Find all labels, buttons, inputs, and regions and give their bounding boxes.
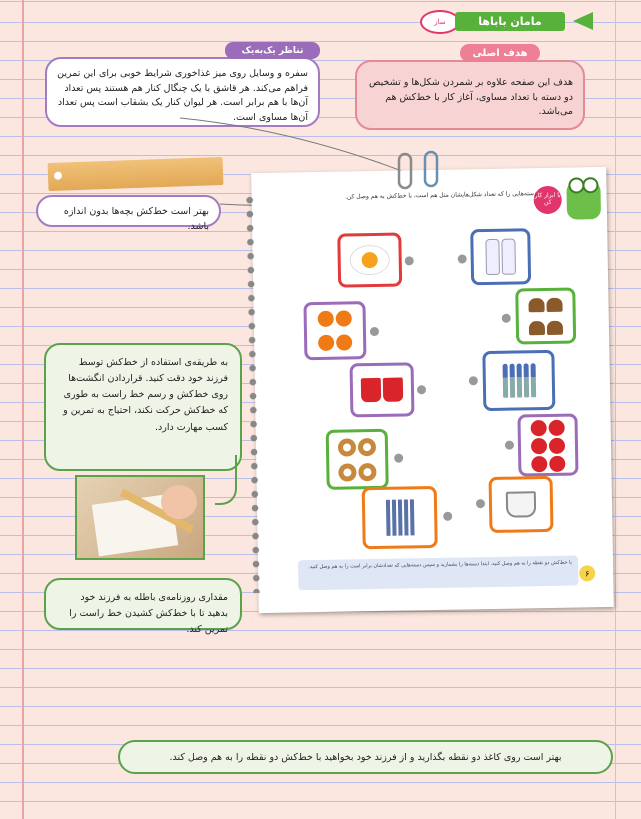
muffin-icon — [547, 320, 563, 334]
correspondence-title: تناظر یک‌به‌یک — [225, 42, 320, 59]
worksheet-footer: با خط‌کش دو نقطه را به هم وصل کنید. ابتدا دسته‌ها را بشمارید و سپس دسته‌هایی که تعدادشان برابر است را به هم وصل کنید. — [298, 555, 578, 590]
donut-icon — [358, 462, 376, 480]
paperclip-icon — [395, 150, 445, 195]
spoon-icon — [516, 363, 522, 397]
child-using-ruler-photo — [75, 475, 205, 560]
bottle-icon — [485, 239, 500, 275]
page-header — [420, 10, 595, 32]
tool-badge: با ابزار کار کن — [533, 186, 561, 214]
dot[interactable] — [370, 327, 379, 336]
cup-icon — [361, 378, 381, 402]
card-mug — [489, 476, 554, 533]
page-number: ۶ — [579, 565, 595, 581]
spiral-binding — [245, 193, 262, 593]
arrow-icon — [573, 12, 593, 30]
apple-icon — [531, 420, 547, 436]
card-forks — [362, 486, 438, 549]
spoon-icon — [530, 363, 536, 397]
orange-icon — [318, 335, 334, 351]
main-goal-box — [355, 60, 585, 130]
notebook-margin-line — [22, 0, 24, 819]
arrow-connector — [215, 455, 237, 505]
muffin-icon — [546, 297, 562, 311]
ruler-image — [48, 157, 224, 191]
practice-note — [44, 578, 242, 636]
orange-icon — [336, 334, 352, 350]
card-spoons — [482, 350, 555, 411]
dot[interactable] — [505, 441, 514, 450]
logo-text: ساز — [434, 18, 446, 26]
dot[interactable] — [458, 254, 467, 263]
bottle-icon — [501, 239, 516, 275]
technique-note — [44, 343, 242, 471]
dot[interactable] — [469, 376, 478, 385]
orange-icon — [336, 310, 352, 326]
apple-icon — [549, 456, 565, 472]
main-goal-title: هدف اصلی — [460, 44, 540, 62]
card-apples — [517, 413, 578, 476]
correspondence-box — [45, 57, 320, 127]
ruler-note-text: بهتر است خط‌کش بچه‌ها بدون اندازه باشد. — [63, 206, 209, 232]
egg-icon — [349, 245, 390, 276]
muffin-icon — [528, 298, 544, 312]
muffin-icon — [529, 321, 545, 335]
dot[interactable] — [443, 512, 452, 521]
apple-icon — [549, 438, 565, 454]
card-egg — [337, 233, 402, 288]
fork-icon — [403, 499, 408, 535]
frog-icon — [566, 181, 601, 220]
worksheet — [251, 167, 614, 613]
cup-icon — [383, 378, 403, 402]
fork-icon — [409, 499, 414, 535]
card-donuts — [326, 429, 389, 490]
technique-note-text: به طریقه‌ی استفاده از خط‌کش توسط فرزند خود دقت کنید. قراردادن انگشت‌ها روی خط‌کش و رسم خط راست به طوری که خط‌کش حرکت نکند، احتیاج به تمرین و کسب مهارت دارد. — [63, 357, 228, 433]
dot[interactable] — [417, 385, 426, 394]
donut-icon — [338, 463, 356, 481]
header-banner: مامان بابا‌ها — [455, 12, 565, 31]
spoon-icon — [523, 363, 529, 397]
logo — [420, 10, 460, 34]
donut-icon — [358, 437, 376, 455]
worksheet-instruction: دسته‌هایی را که تعداد شکل‌هایشان مثل هم است، با خط‌کش به هم وصل کن. — [344, 190, 537, 201]
correspondence-text: سفره و وسایل روی میز غذاخوری شرایط خوبی برای این تمرین فراهم می‌کند. هر قاشق با یک چنگال کنار هم هستند پس تعداد آن‌ها با هم برابر است. هر لیوان کنار یک بشقاب است پس تعداد آن‌ها مساوی است. — [57, 68, 308, 124]
dot[interactable] — [405, 256, 414, 265]
fork-icon — [397, 500, 402, 536]
fork-icon — [385, 500, 390, 536]
bottom-note — [118, 740, 613, 774]
card-oranges — [303, 301, 366, 360]
main-goal-text: هدف این صفحه علاوه بر شمردن شکل‌ها و تشخیص دو دسته با تعداد مساوی، آغاز کار با خط‌کش هم می‌باشد. — [369, 77, 573, 118]
orange-icon — [318, 311, 334, 327]
apple-icon — [531, 456, 547, 472]
bottom-note-text: بهتر است روی کاغذ دو نقطه بگذارید و از فرزند خود بخواهید با خط‌کش دو نقطه را به هم وصل کند. — [169, 751, 562, 763]
notebook-margin-line-right — [615, 0, 616, 819]
donut-icon — [338, 438, 356, 456]
practice-note-text: مقداری روزنامه‌ی باطله به فرزند خود بدهید تا با خط‌کش کشیدن خط راست را تمرین کند. — [69, 592, 228, 636]
ruler-note-box — [36, 195, 221, 232]
dot[interactable] — [394, 454, 403, 463]
card-bottles — [470, 228, 531, 285]
dot[interactable] — [502, 314, 511, 323]
apple-icon — [549, 420, 565, 436]
mug-icon — [506, 491, 536, 518]
fork-icon — [391, 500, 396, 536]
spoon-icon — [509, 364, 515, 398]
card-muffins — [515, 287, 576, 344]
spoon-icon — [502, 364, 508, 398]
dot[interactable] — [476, 499, 485, 508]
card-cups — [350, 362, 415, 417]
apple-icon — [531, 438, 547, 454]
